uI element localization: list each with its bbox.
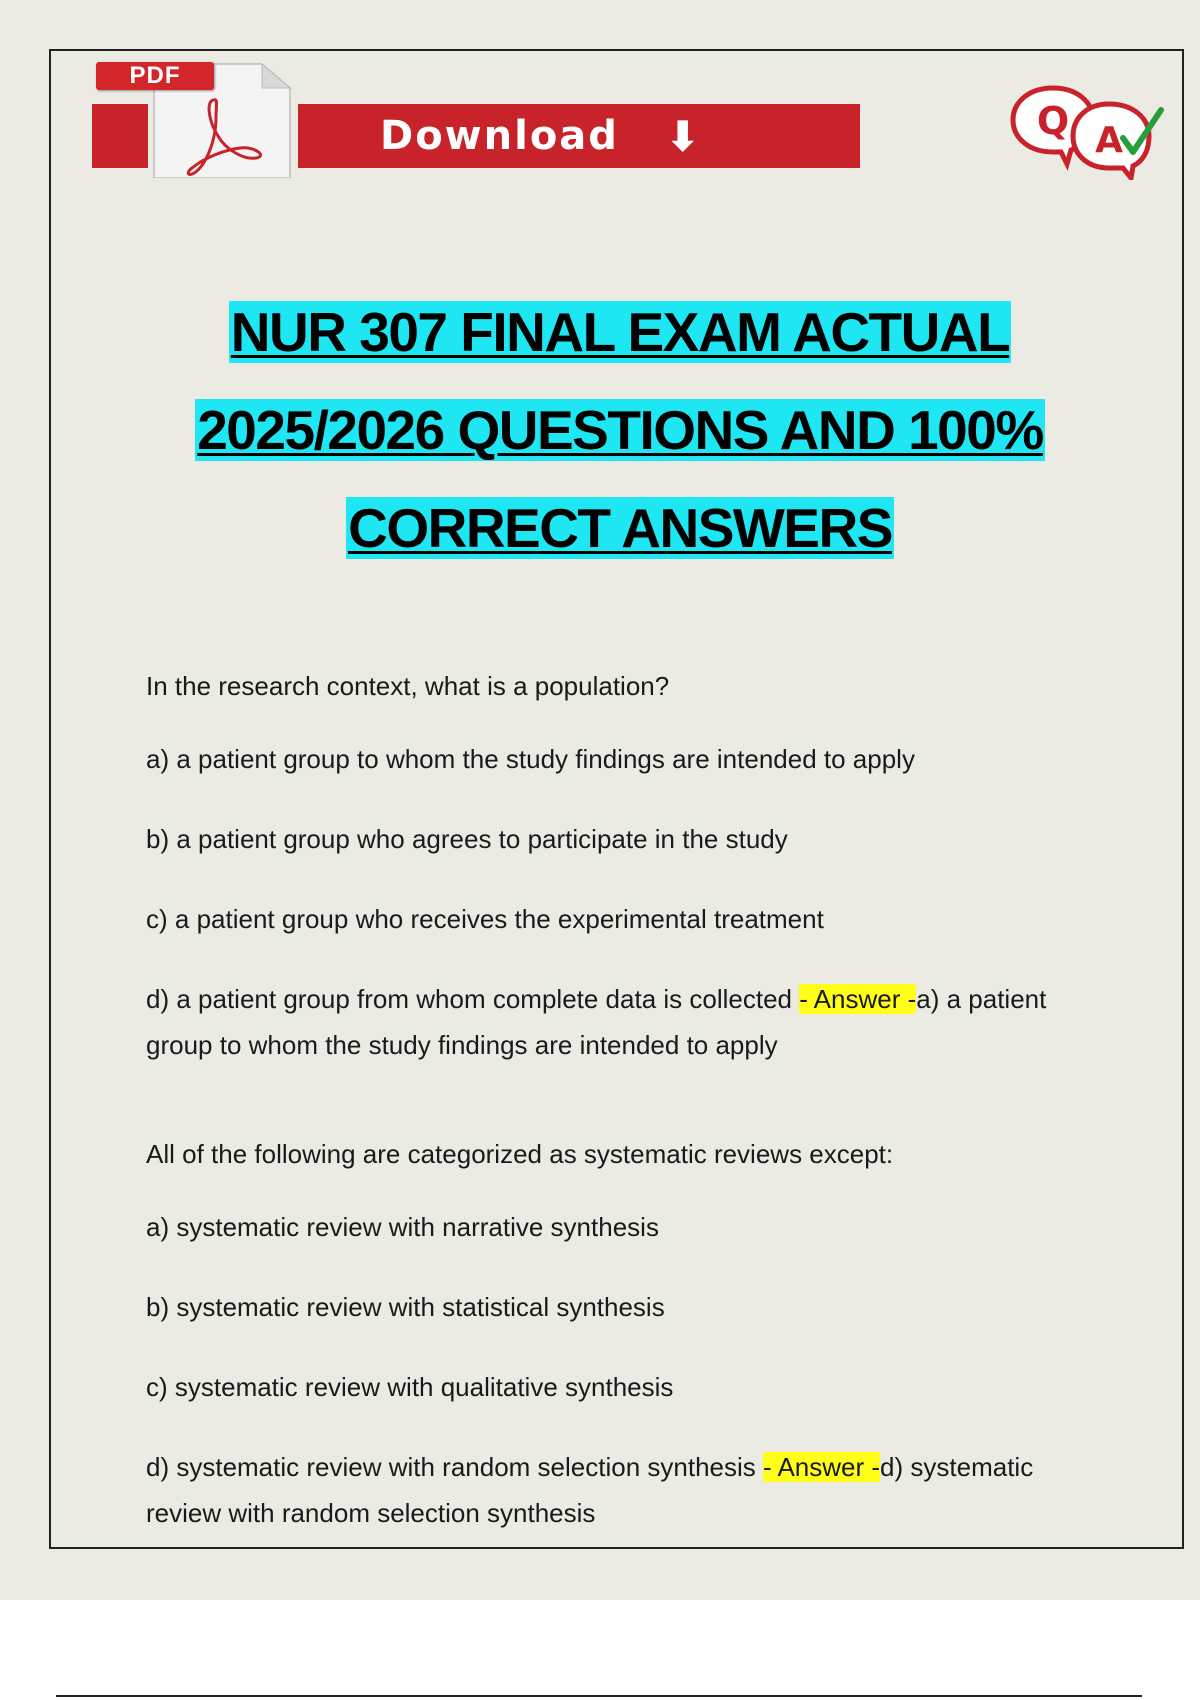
document-title	[0, 300, 1200, 594]
option-b: b) systematic review with statistical synthesis	[146, 1292, 665, 1322]
qa-logo-q: Q	[1036, 99, 1070, 143]
option-c: c) systematic review with qualitative synthesis	[146, 1372, 674, 1402]
qa-logo-icon	[1005, 80, 1165, 180]
download-button[interactable]	[298, 104, 860, 168]
pdf-tab-label: PDF	[96, 62, 214, 90]
question-block-2	[146, 1138, 1096, 1536]
option-b: b) a patient group who agrees to participate in the study	[146, 824, 788, 854]
title-line-1: NUR 307 FINAL EXAM ACTUAL	[230, 301, 1010, 363]
option-d-with-answer	[146, 1444, 1096, 1536]
questions-content	[146, 670, 1096, 1536]
option-a: a) a patient group to whom the study findings are intended to apply	[146, 744, 915, 774]
option-c: c) a patient group who receives the experimental treatment	[146, 904, 824, 934]
option-d: d) a patient group from whom complete data is collected	[146, 984, 800, 1014]
answer-marker: - Answer -	[799, 984, 917, 1014]
option-a: a) systematic review with narrative synthesis	[146, 1212, 659, 1242]
pdf-download-banner[interactable]	[92, 60, 860, 180]
option-d-with-answer	[146, 976, 1096, 1068]
banner-red-left	[92, 104, 148, 168]
option-d: d) systematic review with random selection synthesis	[146, 1452, 764, 1482]
question-block-1	[146, 670, 1096, 1068]
answer-marker: - Answer -	[763, 1452, 881, 1482]
title-line-3: CORRECT ANSWERS	[348, 497, 892, 559]
question-text: All of the following are categorized as systematic reviews except:	[146, 1139, 894, 1169]
download-arrow-icon: ⬇	[664, 111, 703, 161]
title-line-2: 2025/2026 QUESTIONS AND 100%	[197, 399, 1043, 461]
answer-text: a) a patient group to whom the study findings are intended to apply	[146, 984, 1047, 1060]
qa-logo-a: A	[1095, 120, 1123, 161]
footer-divider	[56, 1695, 1142, 1697]
answer-text: d) systematic review with random selection synthesis	[146, 1452, 1034, 1528]
download-label: Download	[380, 113, 619, 159]
question-text: In the research context, what is a population?	[146, 671, 670, 701]
